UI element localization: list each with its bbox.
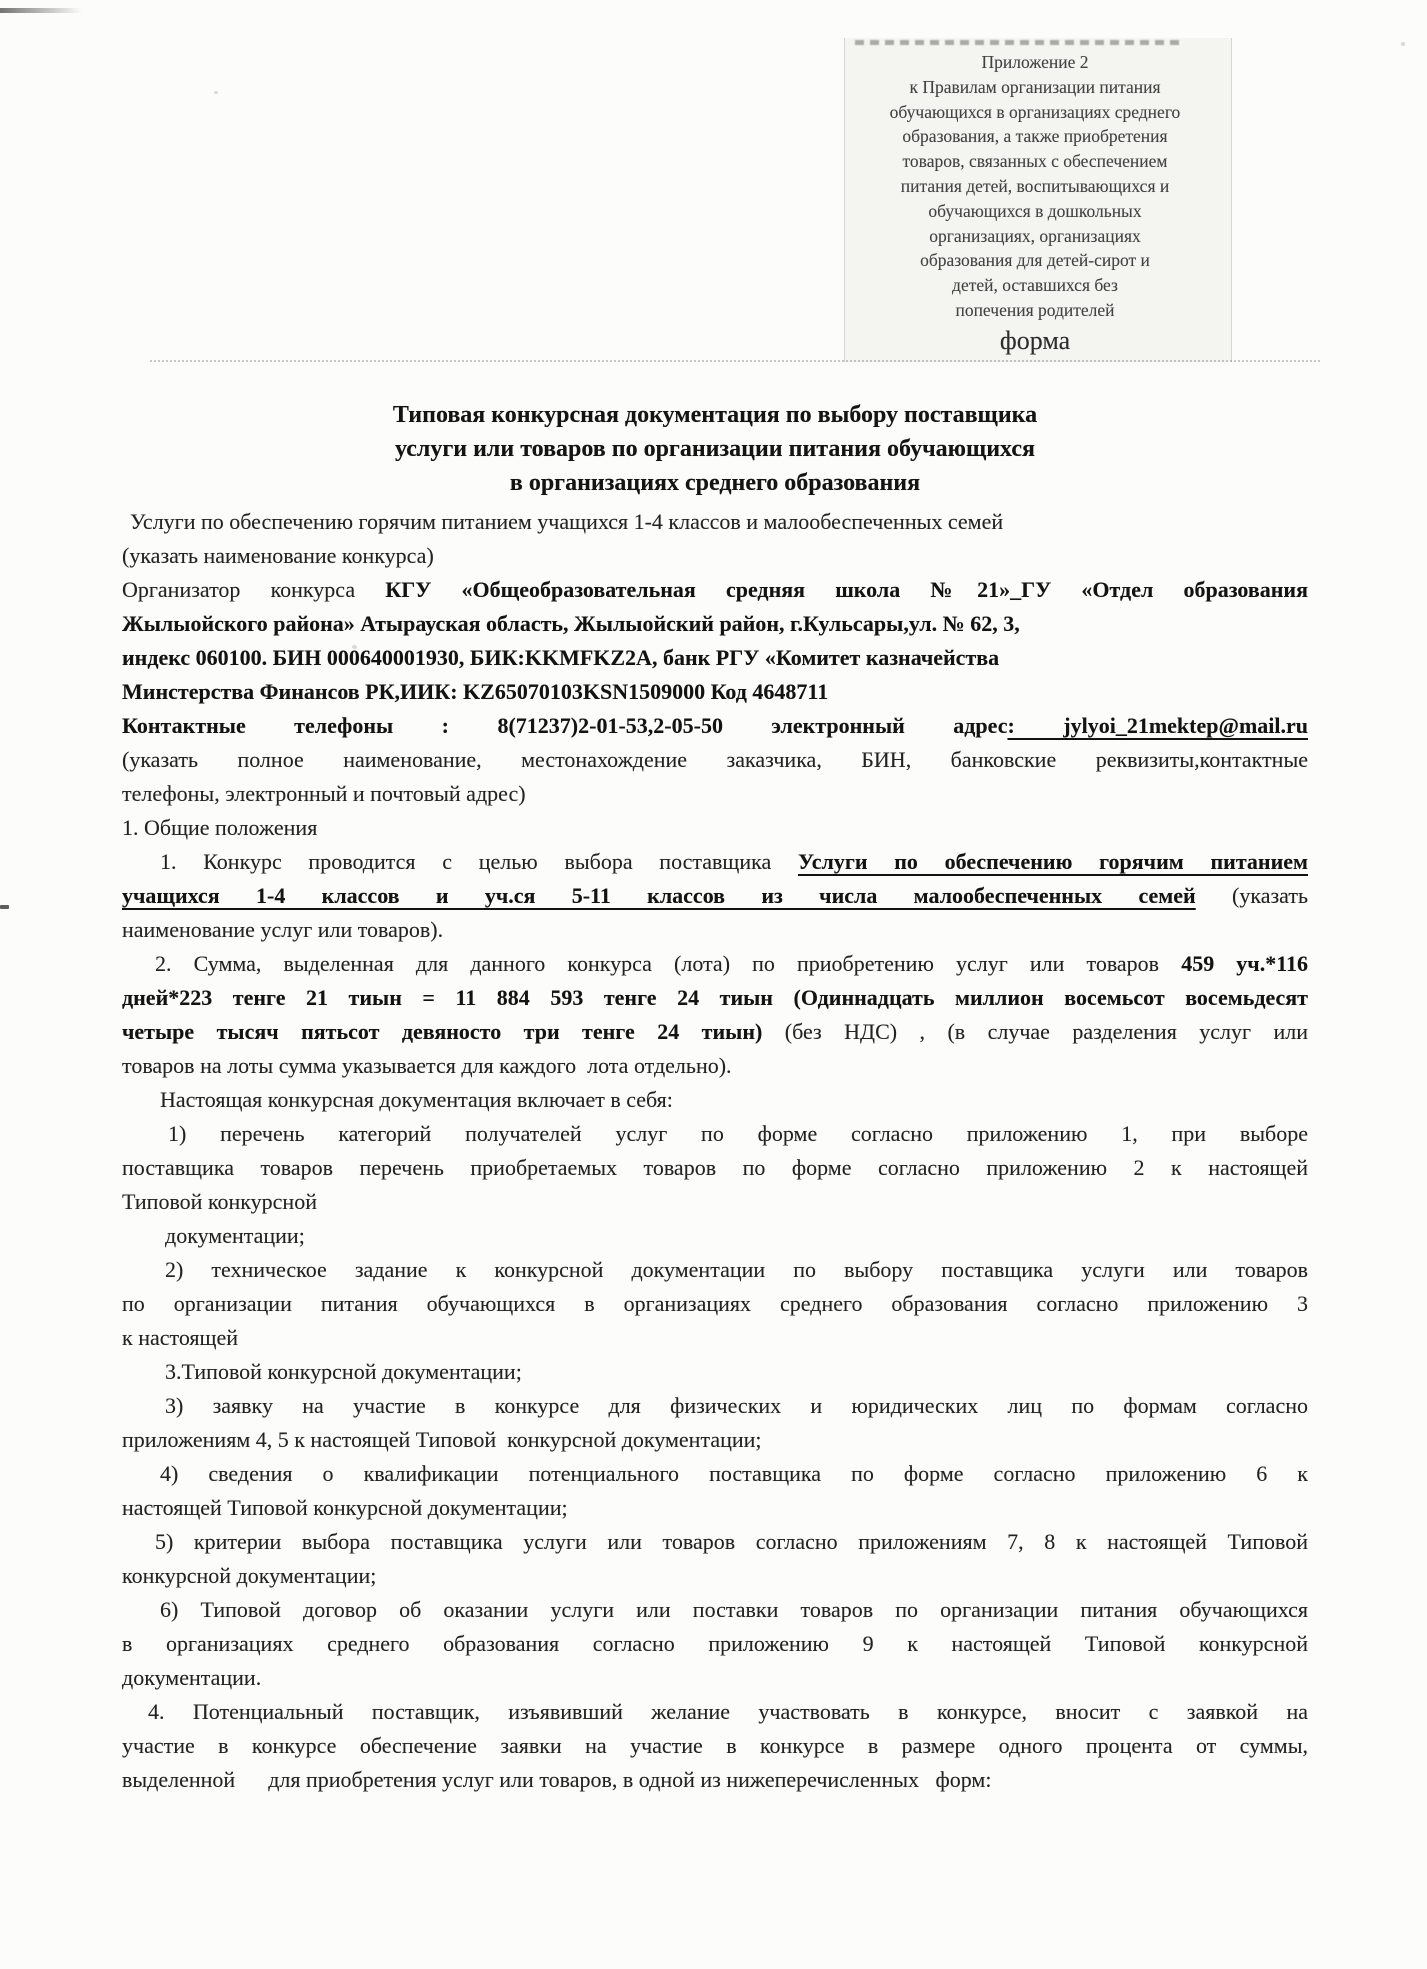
text-segment: Типовой конкурсной xyxy=(122,1189,317,1214)
text-line xyxy=(122,1389,1308,1423)
text-segment: Минстерства Финансов РК,ИИК: KZ65070103KSN1509000 Код 4648711 xyxy=(122,679,829,704)
text-line xyxy=(122,573,1308,607)
text-segment: документации; xyxy=(165,1223,305,1248)
text-segment: 5) критерии выбора поставщика услуги или товаров согласно приложениям 7, 8 к настоящей Типовой xyxy=(155,1529,1308,1554)
text-segment: в организациях среднего образования согласно приложению 9 к настоящей Типовой конкурсной xyxy=(122,1631,1308,1656)
text-line xyxy=(122,981,1308,1015)
scan-smudge-artifact xyxy=(855,40,1185,45)
appendix-annotation xyxy=(854,50,1216,323)
text-line xyxy=(122,539,1308,573)
text-line xyxy=(122,1627,1308,1661)
text-line xyxy=(122,709,1308,743)
scan-speck-artifact xyxy=(214,91,218,94)
text-line xyxy=(122,1525,1308,1559)
annotation-line: Приложение 2 xyxy=(981,52,1089,72)
scan-left-dash-artifact xyxy=(0,905,9,909)
text-line xyxy=(122,743,1308,777)
text-line xyxy=(122,811,1308,845)
title-line: Типовая конкурсная документация по выбору поставщика xyxy=(392,402,1038,428)
text-segment: Услуги по обеспечению горячим питанием xyxy=(797,849,1308,874)
text-line xyxy=(122,1491,1308,1525)
text-line xyxy=(122,1219,1308,1253)
text-segment: к настоящей xyxy=(122,1325,238,1350)
text-line xyxy=(122,1593,1308,1627)
text-segment: учащихся 1-4 классов и уч.ся 5-11 классов из числа малообеспеченных семей xyxy=(122,883,1196,908)
text-segment: 459 уч.*116 xyxy=(1181,951,1308,976)
text-segment: (без НДС) , (в случае разделения услуг или xyxy=(762,1019,1308,1044)
text-line xyxy=(122,1423,1308,1457)
text-segment: : jylyoi_21mektep@mail.ru xyxy=(1007,713,1308,738)
text-segment: (указать полное наименование, местонахождение заказчика, БИН, банковские реквизиты,контактные xyxy=(122,747,1308,772)
text-segment: 4) сведения о квалификации потенциального поставщика по форме согласно приложению 6 к xyxy=(160,1461,1308,1486)
annotation-line: товаров, связанных с обеспечением xyxy=(902,151,1168,172)
text-segment: документации. xyxy=(122,1665,262,1690)
text-line xyxy=(122,1117,1308,1151)
text-segment: КГУ «Общеобразовательная средняя школа №21»_ГУ «Отдел образования xyxy=(385,577,1308,602)
text-segment: конкурсной документации; xyxy=(122,1563,377,1588)
text-segment: 4. Потенциальный поставщик, изъявивший желание участвовать в конкурсе, вносит с заявкой на xyxy=(148,1699,1308,1724)
text-line xyxy=(122,1729,1308,1763)
text-segment: наименование услуг или товаров). xyxy=(122,917,444,942)
text-segment: дней*223 тенге 21 тиын = 11 884 593 тенге 24 тиын (Одиннадцать миллион восемьсот восемьдесят xyxy=(122,985,1308,1010)
text-segment: 1. Конкурс проводится с целью выбора поставщика xyxy=(160,849,798,874)
text-line xyxy=(122,1695,1308,1729)
text-line xyxy=(122,641,1308,675)
title-line: услуги или товаров по организации питания обучающихся xyxy=(394,436,1035,462)
text-line xyxy=(122,913,1308,947)
text-segment: 3.Типовой конкурсной документации; xyxy=(165,1359,522,1384)
annotation-line: обучающихся в организациях среднего xyxy=(889,101,1181,122)
text-line xyxy=(122,1083,1308,1117)
text-segment: Жылыойского района» Атырауская область, Жылыойский район, г.Кульсары,ул. № 62, 3, xyxy=(122,611,1020,636)
annotation-line: образования, а также приобретения xyxy=(902,126,1168,147)
annotation-line: питания детей, воспитывающихся и xyxy=(900,175,1170,196)
annotation-line: к Правилам организации питания xyxy=(909,76,1161,97)
text-line xyxy=(122,1355,1308,1389)
text-line xyxy=(122,1559,1308,1593)
text-segment: Контактные телефоны : 8(71237)2-01-53,2-05-50 электронный адрес xyxy=(122,713,1008,738)
scan-dotted-line-artifact xyxy=(150,360,1320,362)
text-segment: индекс 060100. БИН 000640001930, БИК:KKMFKZ2A, банк РГУ «Комитет казначейства xyxy=(122,645,1000,670)
text-segment: 2. Сумма, выделенная для данного конкурса (лота) по приобретению услуг или товаров xyxy=(155,951,1182,976)
text-line xyxy=(122,607,1308,641)
annotation-line: обучающихся в дошкольных xyxy=(928,200,1142,221)
text-segment: участие в конкурсе обеспечение заявки на участие в конкурсе в размере одного процента от суммы, xyxy=(122,1733,1308,1758)
text-segment: 1. Общие положения xyxy=(122,815,318,840)
text-segment: четыре тысяч пятьсот девяносто три тенге 24 тиын) xyxy=(122,1019,763,1044)
annotation-line: попечения родителей xyxy=(955,299,1115,320)
text-line xyxy=(122,947,1308,981)
text-segment: поставщика товаров перечень приобретаемых товаров по форме согласно приложению 2 к настоящей xyxy=(122,1155,1308,1180)
text-line xyxy=(122,777,1308,811)
annotation-line: образования для детей-сирот и xyxy=(920,250,1150,271)
text-line xyxy=(122,1321,1308,1355)
text-segment: приложениям 4, 5 к настоящей Типовой конкурсной документации; xyxy=(122,1427,762,1452)
text-line xyxy=(122,879,1308,913)
document-title xyxy=(122,398,1308,500)
text-segment: товаров на лоты сумма указывается для каждого лота отдельно). xyxy=(122,1053,732,1078)
text-line xyxy=(122,505,1308,539)
title-line: в организациях среднего образования xyxy=(509,470,921,496)
text-segment: настоящей Типовой конкурсной документации; xyxy=(122,1495,568,1520)
text-line xyxy=(122,1151,1308,1185)
text-segment: Организатор конкурса xyxy=(122,577,386,602)
text-segment: Настоящая конкурсная документация включает в себя: xyxy=(160,1087,673,1112)
scan-speck-artifact xyxy=(1401,42,1405,46)
text-line xyxy=(122,1287,1308,1321)
text-segment: (указать наименование конкурса) xyxy=(122,543,434,568)
text-segment: по организации питания обучающихся в организациях среднего образования согласно приложению 3 xyxy=(122,1291,1308,1316)
text-line xyxy=(122,1763,1308,1797)
text-line xyxy=(122,1661,1308,1695)
text-line xyxy=(122,1049,1308,1083)
text-segment: 2) техническое задание к конкурсной документации по выбору поставщика услуги или товаров xyxy=(165,1257,1308,1282)
text-segment: 6) Типовой договор об оказании услуги или поставки товаров по организации питания обучающихся xyxy=(160,1597,1308,1622)
text-segment: 1) перечень категорий получателей услуг по форме согласно приложению 1, при выборе xyxy=(168,1121,1308,1146)
text-segment: (указать xyxy=(1195,883,1308,908)
text-line xyxy=(122,675,1308,709)
text-segment: Услуги по обеспечению горячим питанием учащихся 1-4 классов и малообеспеченных семей xyxy=(130,509,1004,534)
text-line xyxy=(122,1015,1308,1049)
annotation-line: детей, оставшихся без xyxy=(952,275,1118,296)
text-line xyxy=(122,1253,1308,1287)
scan-corner-streak-artifact xyxy=(0,8,82,13)
form-label: форма xyxy=(999,326,1071,355)
document-body xyxy=(122,505,1308,1797)
text-line xyxy=(122,1457,1308,1491)
text-line xyxy=(122,845,1308,879)
text-segment: 3) заявку на участие в конкурсе для физических и юридических лиц по формам согласно xyxy=(165,1393,1308,1418)
text-segment: выделенной для приобретения услуг или товаров, в одной из нижеперечисленных форм: xyxy=(122,1767,992,1792)
annotation-line: организациях, организациях xyxy=(929,225,1141,246)
text-line xyxy=(122,1185,1308,1219)
text-segment: телефоны, электронный и почтовый адрес) xyxy=(122,781,526,806)
